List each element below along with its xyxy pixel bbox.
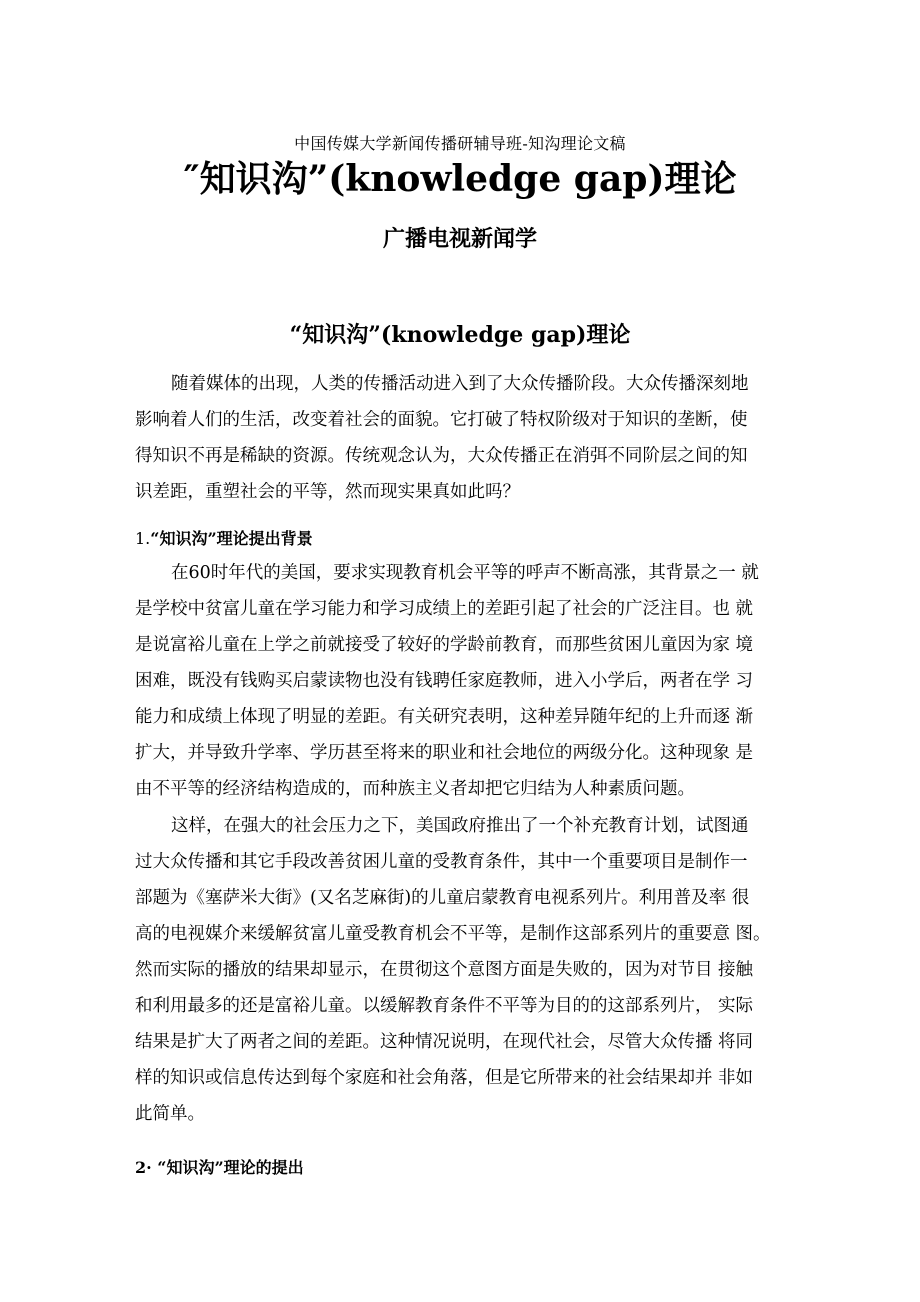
section2-heading-text: “知识沟”理论的提出 (151, 1158, 304, 1177)
intro-line: 随着媒体的出现，人类的传播活动进入到了大众传播阶段。大众传播深刻地 (171, 374, 749, 394)
section-title: “知识沟”(knowledge gap)理论 (289, 322, 631, 348)
intro-line: 得知识不再是稀缺的资源。传统观念认为，大众传播正在消弭不同阶层之间的知 (135, 446, 748, 466)
paragraph-line: 是学校中贫富儿童在学习能力和学习成绩上的差距引起了社会的广泛注目。也 就 (135, 599, 754, 619)
paragraph-line: 和利用最多的还是富裕儿童。以缓解教育条件不平等为目的的这部系列片， 实际 (135, 996, 754, 1016)
section1-number: 1. (135, 529, 151, 548)
document-title: ″知识沟”(knowledge gap)理论 (183, 158, 737, 200)
paragraph-line: 过大众传播和其它手段改善贫困儿童的受教育条件，其中一个重要项目是制作一 (135, 852, 748, 872)
paragraph-line: 部题为《塞萨米大街》(又名芝麻街)的儿童启蒙教育电视系列片。利用普及率 很 (135, 888, 750, 908)
intro-line: 影响着人们的生活，改变着社会的面貌。它打破了特权阶级对于知识的垄断，使 (135, 410, 748, 430)
paragraph-line: 困难，既没有钱购买启蒙读物也没有钱聘任家庭教师，进入小学后，两者在学 习 (135, 671, 754, 691)
paragraph-line: 结果是扩大了两者之间的差距。这种情况说明，在现代社会，尽管大众传播 将同 (135, 1032, 754, 1052)
paragraph-line: 此简单。 (135, 1104, 205, 1124)
section1-heading-text: “知识沟”理论提出背景 (150, 529, 313, 548)
paragraph-line: 能力和成绩上体现了明显的差距。有关研究表明，这种差异随年纪的上升而逐 渐 (135, 707, 754, 727)
section1-heading (135, 526, 313, 549)
paragraph-line: 由不平等的经济结构造成的，而种族主义者却把它归结为人种素质问题。 (135, 779, 695, 799)
paragraph-line: 是说富裕儿童在上学之前就接受了较好的学龄前教育，而那些贫困儿童因为家 境 (135, 635, 754, 655)
intro-paragraph (135, 366, 795, 510)
paragraph-line: 然而实际的播放的结果却显示，在贯彻这个意图方面是失败的，因为对节目 接触 (135, 960, 754, 980)
paragraph-line: 扩大，并导致升学率、学历甚至将来的职业和社会地位的两级分化。这种现象 是 (135, 743, 754, 763)
section1-paragraph-2 (135, 808, 795, 1132)
discipline-subtitle: 广播电视新闻学 (382, 226, 537, 252)
paragraph-line: 样的知识或信息传达到每个家庭和社会角落，但是它所带来的社会结果却并 非如 (135, 1068, 754, 1088)
document-header-line: 中国传媒大学新闻传播研辅导班-知沟理论文稿 (294, 134, 626, 153)
paragraph-line: 在60时年代的美国，要求实现教育机会平等的呼声不断高涨，其背景之一 就 (171, 563, 759, 583)
intro-line: 识差距，重塑社会的平等，然而现实果真如此吗？ (135, 482, 520, 502)
section1-paragraph-1 (135, 555, 795, 807)
paragraph-line: 这样，在强大的社会压力之下，美国政府推出了一个补充教育计划，试图通 (171, 816, 749, 836)
section2-number: 2· (135, 1158, 152, 1177)
paragraph-line: 高的电视媒介来缓解贫富儿童受教育机会不平等，是制作这部系列片的重要意 图。 (135, 924, 771, 944)
section2-heading (135, 1155, 304, 1178)
